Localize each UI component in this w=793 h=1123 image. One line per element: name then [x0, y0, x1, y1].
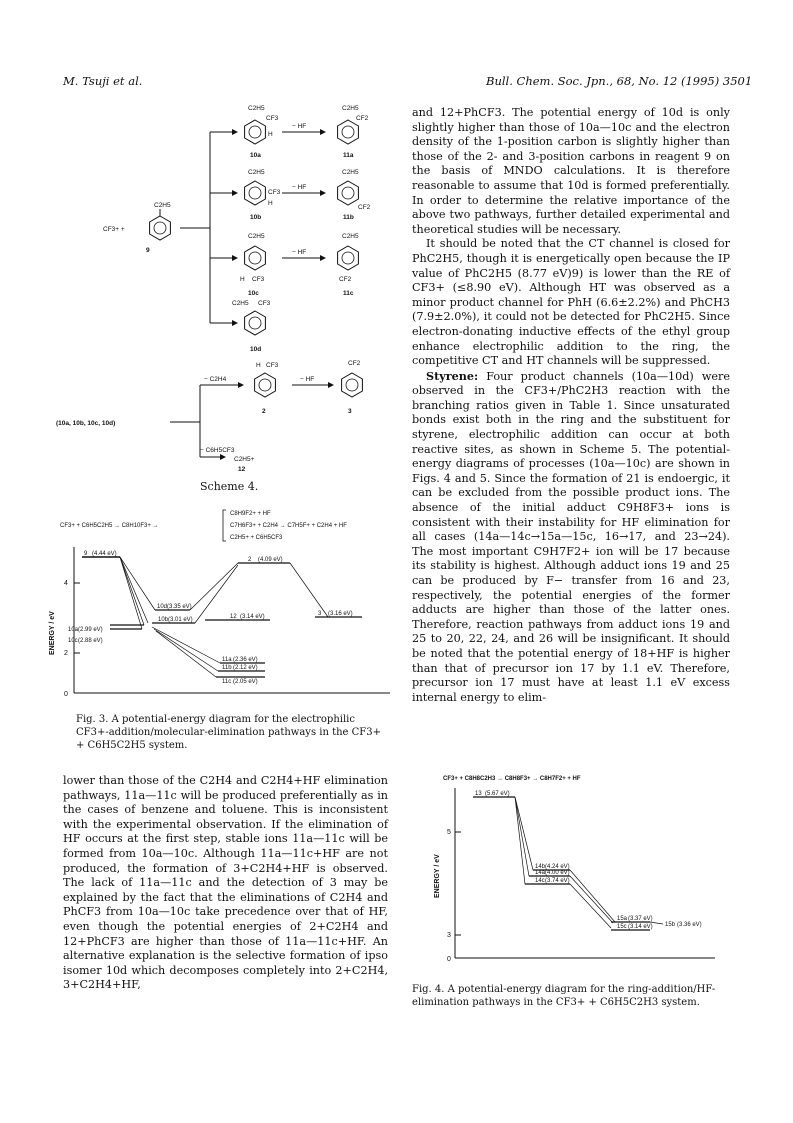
svg-text:CF3: CF3	[266, 362, 279, 369]
svg-text:C2H5: C2H5	[342, 233, 359, 240]
svg-text:(3.16 eV): (3.16 eV)	[328, 611, 353, 617]
svg-text:CF2: CF2	[358, 204, 371, 211]
svg-text:4: 4	[64, 580, 68, 587]
svg-text:14b: 14b	[535, 864, 546, 870]
fig3-ylabel: ENERGY / eV	[49, 611, 56, 655]
product-2: 2	[262, 408, 266, 415]
svg-text:(4.00 eV): (4.00 eV)	[545, 870, 570, 876]
adduct-10d: 10d	[250, 346, 262, 353]
svg-text:2: 2	[64, 650, 68, 657]
adduct-10c: 10c	[248, 290, 259, 297]
svg-text:(3.01 eV): (3.01 eV)	[168, 617, 193, 623]
fig3-diagram	[49, 505, 395, 705]
fig3-reaction-product-1: C8H9F2+ + HF	[230, 511, 271, 517]
left-column-text: lower than those of the C2H4 and C2H4+HF elimination pathways, 11a—11c will be produced preferentially as in the cases of benzene and toluene. This is inconsistent with the experimental observation. If the elimination of HF occurs at the first step, stable ions 11a—11c will be formed from 10a—10c. Although 11a—11c+HF are not produced, the formation of 3+C2H4+HF is observed. The lack of 11a—11c and the detection of 3 may be explained by the fact that the eliminations of C2H4 and PhCF3 from 10a—10c take precedence over that of HF, even though the potential energies of 2+C2H4 and 12+PhCF3 are higher than those of 11a—11c+HF. An alternative explanation is the selective formation of ipso isomer 10d which decomposes completely into 2+C2H4, 3+C2H4+HF,	[63, 774, 388, 992]
fig4-caption: Fig. 4. A potential-energy diagram for the ring-addition/HF-elimination pathways in the CF3+ + C6H5C2H3 system.	[412, 984, 716, 1008]
svg-text:− HF: − HF	[292, 249, 307, 256]
running-header-journal: Bull. Chem. Soc. Jpn., 68, No. 12 (1995) 3501	[486, 74, 753, 88]
svg-text:2: 2	[248, 557, 252, 563]
svg-text:CF2: CF2	[348, 360, 361, 367]
product-11a: 11a	[343, 152, 354, 159]
svg-text:H: H	[240, 276, 245, 283]
svg-text:− C6H5CF3: − C6H5CF3	[200, 447, 235, 454]
product-11b: 11b	[343, 214, 354, 221]
svg-text:(5.67 eV): (5.67 eV)	[485, 791, 510, 797]
svg-text:(3.74 eV): (3.74 eV)	[545, 878, 570, 884]
fig4-diagram	[425, 770, 725, 970]
svg-text:(2.88 eV): (2.88 eV)	[78, 638, 103, 644]
svg-text:10b: 10b	[158, 617, 169, 623]
svg-text:C2H5: C2H5	[248, 169, 265, 176]
svg-text:(4.09 eV): (4.09 eV)	[258, 557, 283, 563]
fig3-reaction-product-3: C2H5+ + C6H5CF3	[230, 535, 283, 541]
svg-text:3: 3	[447, 932, 451, 939]
svg-text:C2H5: C2H5	[248, 105, 265, 112]
svg-text:H: H	[268, 131, 273, 138]
svg-text:(3.14 eV): (3.14 eV)	[240, 614, 265, 620]
svg-text:9: 9	[84, 551, 88, 557]
svg-text:C2H5: C2H5	[342, 105, 359, 112]
svg-text:− HF: − HF	[300, 376, 315, 383]
svg-text:(4.44 eV): (4.44 eV)	[92, 551, 117, 557]
svg-text:15c: 15c	[617, 924, 627, 930]
svg-text:11a: 11a	[222, 657, 232, 663]
svg-text:11b: 11b	[222, 665, 232, 671]
svg-text:12: 12	[230, 614, 237, 620]
adduct-10b: 10b	[250, 214, 262, 221]
fig4-ylabel: ENERGY / eV	[434, 854, 441, 898]
svg-text:CF2: CF2	[339, 276, 352, 283]
product-3: 3	[348, 408, 352, 415]
fig4-reaction: CF3+ + C8H8C2H3 → C8H8F3+ → C8H7F2+ + HF	[443, 776, 581, 782]
svg-text:(3.14 eV): (3.14 eV)	[628, 924, 653, 930]
svg-text:C2H5+: C2H5+	[234, 456, 255, 463]
product-12: 12	[238, 466, 246, 473]
svg-text:5: 5	[447, 829, 451, 836]
svg-text:10c: 10c	[68, 638, 78, 644]
svg-text:− C2H4: − C2H4	[204, 376, 227, 383]
svg-text:15b: 15b	[665, 922, 676, 928]
reactant-cf3: CF3+ +	[103, 226, 125, 233]
fig3-reaction-product-2: C7H6F3+ + C2H4 → C7H5F+ + C2H4 + HF	[230, 523, 347, 529]
svg-text:(3.35 eV): (3.35 eV)	[167, 604, 192, 610]
svg-text:CF2: CF2	[356, 115, 369, 122]
svg-text:− HF: − HF	[292, 123, 307, 130]
svg-text:H: H	[256, 362, 261, 369]
right-column-text: and 12+PhCF3. The potential energy of 10d is only slightly higher than those of 10a—10c and the electron density of the 1-position carbon is slightly higher than those of the 2- and 3-position carbons in reagent 9 on the basis of MNDO calculations. It is therefore reasonable to assume that 10d is formed preferentially. In order to determine the relative importance of the above two pathways, further detailed experimental and theoretical studies will be necessary. It should be noted that the CT channel is closed for PhC2H5, though it is energetically open because the IP value of PhC2H5 (8.77 eV)9) is lower than the RE of CF3+ (≤8.90 eV). Although HT was observed as a minor product channel for PhH (6.6±2.2%) and PhCH3 (7.9±2.0%), it could not be detected for PhC2H5. Since electron-donating inductive effects of the ethyl group enhance electrophilic addition to the ring, the competitive CT and HT channels will be suppressed. Styrene: Four product channels (10a—10d) were observed in the CF3+/PhC2H3 reaction with the branching ratios given in Table 1. Since unsaturated bonds exist both in the ring and the substituent for styrene, electrophilic addition can occur at both reactive sites, as shown in Scheme 5. The potential-energy diagrams of processes (10a—10c) are shown in Figs. 4 and 5. Since the formation of 21 is endoergic, it can be excluded from the possible product ions. The absence of the initial adduct C9H8F3+ ions is consistent with their instability for HF elimination for all cases (14a—14c→15a—15c, 16→17, and 23→24). The most important C9H7F2+ ion will be 17 because its stability is highest. Although adduct ions 19 and 25 can be produced by F− transfer from 16 and 23, respectively, the potential energies of the former adducts are higher than those of the latter ones. Therefore, reaction pathways from adduct ions 19 and 25 to 20, 22, 24, and 26 will be insignificant. It should be noted that the potential energy of 18+HF is higher than that of precursor ion 17 by 1.1 eV. Therefore, precursor ion 17 must have at least 1.1 eV excess internal energy to elim-	[412, 106, 730, 704]
ipso-pathway-label: (10a, 10b, 10c, 10d)	[56, 420, 116, 427]
svg-text:C2H5: C2H5	[248, 233, 265, 240]
svg-text:(4.24 eV): (4.24 eV)	[545, 864, 570, 870]
styrene-heading: Styrene:	[426, 368, 479, 383]
svg-text:11c: 11c	[222, 679, 232, 685]
svg-text:14c: 14c	[535, 878, 545, 884]
svg-text:0: 0	[447, 956, 451, 963]
svg-text:10d: 10d	[157, 604, 168, 610]
adduct-10a: 10a	[250, 152, 261, 159]
reactant-label: 9	[146, 247, 150, 254]
svg-text:(3.37 eV): (3.37 eV)	[628, 916, 653, 922]
running-header-authors: M. Tsuji et al.	[63, 74, 143, 88]
svg-text:0: 0	[64, 691, 68, 698]
svg-text:C2H5: C2H5	[232, 300, 249, 307]
svg-text:CF3: CF3	[252, 276, 265, 283]
svg-text:(2.05 eV): (2.05 eV)	[233, 679, 258, 685]
svg-text:C2H5: C2H5	[342, 169, 359, 176]
product-11c: 11c	[343, 290, 354, 297]
reactant-substituent: C2H5	[154, 202, 171, 209]
svg-text:13: 13	[475, 791, 482, 797]
fig3-reaction-left: CF3+ + C6H5C2H5 → C8H10F3+ →	[60, 523, 159, 529]
svg-text:(2.99 eV): (2.99 eV)	[78, 627, 103, 633]
svg-text:10a: 10a	[68, 627, 79, 633]
svg-text:3: 3	[318, 611, 322, 617]
svg-text:CF3: CF3	[266, 115, 279, 122]
svg-text:H: H	[268, 200, 273, 207]
svg-text:14a: 14a	[535, 870, 546, 876]
svg-text:(3.36 eV): (3.36 eV)	[677, 922, 702, 928]
scheme-4	[56, 95, 405, 475]
fig3-caption: Fig. 3. A potential-energy diagram for the electrophilic CF3+-addition/molecular-elimination pathways in the CF3+ + C6H5C2H5 system.	[76, 714, 381, 751]
svg-text:(2.36 eV): (2.36 eV)	[233, 657, 258, 663]
svg-text:CF3: CF3	[268, 189, 281, 196]
svg-text:(2.12 eV): (2.12 eV)	[233, 665, 258, 671]
svg-text:− HF: − HF	[292, 184, 307, 191]
scheme-4-caption: Scheme 4.	[200, 480, 259, 493]
svg-text:15a: 15a	[617, 916, 628, 922]
svg-text:CF3: CF3	[258, 300, 271, 307]
